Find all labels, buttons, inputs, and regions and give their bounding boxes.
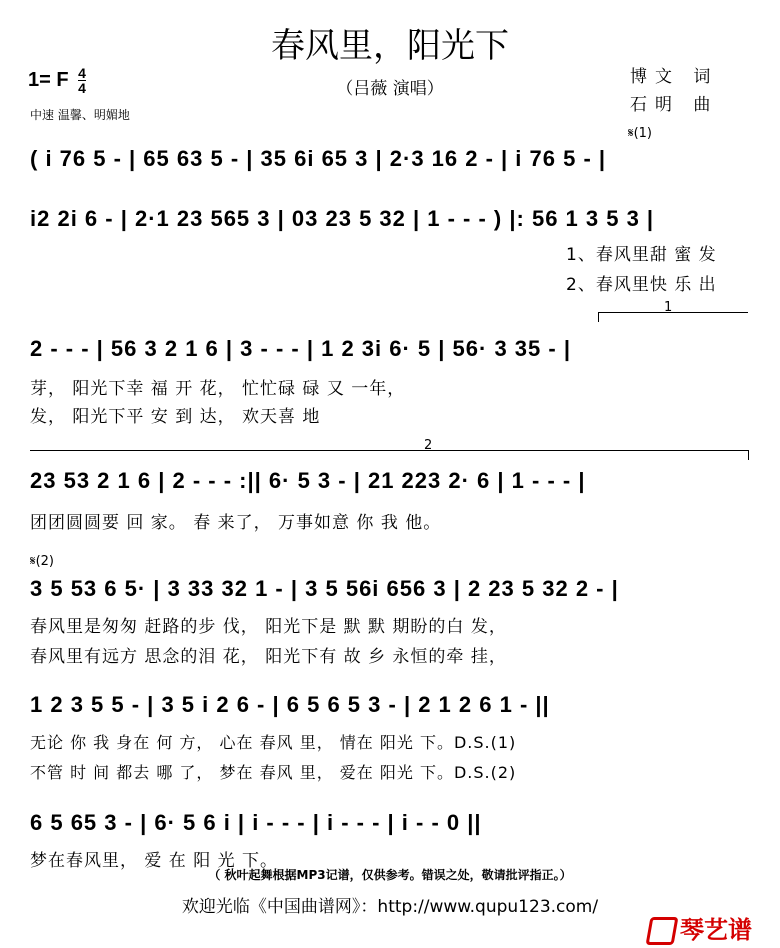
composer-credit: 石明 曲 <box>630 95 719 115</box>
qinyipu-logo-icon <box>646 917 679 945</box>
notation-system-7: 6 5 65 3 - | 6· 5 6 i | i - - - | i - - - | i - - 0 || <box>30 810 482 835</box>
time-signature <box>78 66 86 95</box>
transcription-note: （ 秋叶起舞根据MP3记谱，仅供参考。错误之处，敬请批评指正。） <box>208 868 572 882</box>
site-logo <box>648 910 752 945</box>
page-title: 春风里，阳光下 <box>271 26 509 66</box>
lyric-line: 发， 阳光下平 安 到 达， 欢天喜 地 <box>30 407 321 427</box>
lyric-line: 春风里有远方 思念的泪 花， 阳光下有 故 乡 永恒的牵 挂， <box>30 647 507 667</box>
volta-bracket <box>30 450 748 451</box>
lyric-line: 1、春风里甜 蜜 发 <box>566 245 717 265</box>
key-label: 1= F <box>28 68 69 91</box>
volta-2-label: 2 <box>424 438 433 453</box>
lyric-line: 无论 你 我 身在 何 方， 心在 春风 里， 情在 阳光 下。D.S.(1) <box>30 733 517 752</box>
lyric-line: 梦在春风里， 爱 在 阳 光 下。 <box>30 851 279 871</box>
lyric-line: 不管 时 间 都去 哪 了， 梦在 春风 里， 爱在 阳光 下。D.S.(2) <box>30 763 517 782</box>
logo-text: 琴艺谱 <box>680 916 752 944</box>
lyric-line: 芽， 阳光下幸 福 开 花， 忙忙碌 碌 又 一年， <box>30 379 406 399</box>
segno-mark-1: 𝄋(1) <box>628 126 653 141</box>
notation-system-1: ( i 76 5 - | 65 63 5 - | 35 6i 65 3 | 2·3 16 2 - | i 76 5 - | <box>30 146 607 171</box>
notation-system-6: 1 2 3 5 5 - | 3 5 i 2 6 - | 6 5 6 5 3 - | 2 1 2 6 1 - || <box>30 692 550 717</box>
notation-system-5: 3 5 53 6 5· | 3 33 32 1 - | 3 5 56i 656 3 | 2 23 5 32 2 - | <box>30 576 619 601</box>
singer-credit: （吕薇 演唱） <box>336 79 444 99</box>
volta-bracket <box>598 312 748 313</box>
segno-mark-2: 𝄋(2) <box>30 554 55 569</box>
site-link[interactable]: 欢迎光临《中国曲谱网》：http://www.qupu123.com/ <box>181 897 599 917</box>
tempo-marking: 中速 温馨、明媚地 <box>30 108 130 122</box>
volta-1-label: 1 <box>664 300 673 315</box>
notation-system-2: i2 2i 6 - | 2·1 23 565 3 | 03 23 5 32 | 1 - - - ) |: 56 1 3 5 3 | <box>30 206 655 231</box>
key-signature <box>28 66 86 95</box>
lyric-line: 团团圆圆要 回 家。 春 来了， 万事如意 你 我 他。 <box>30 513 442 533</box>
lyricist-credit: 博文 词 <box>630 67 719 87</box>
volta-bracket <box>748 450 749 460</box>
volta-bracket <box>598 312 599 322</box>
time-top: 4 <box>78 65 86 81</box>
time-bottom: 4 <box>78 80 86 96</box>
notation-system-3: 2 - - - | 56 3 2 1 6 | 3 - - - | 1 2 3i 6· 5 | 56· 3 35 - | <box>30 336 571 361</box>
lyric-line: 2、春风里快 乐 出 <box>566 275 717 295</box>
notation-system-4: 23 53 2 1 6 | 2 - - - :|| 6· 5 3 - | 21 223 2· 6 | 1 - - - | <box>30 468 586 493</box>
lyric-line: 春风里是匆匆 赶路的步 伐， 阳光下是 默 默 期盼的白 发， <box>30 617 507 637</box>
